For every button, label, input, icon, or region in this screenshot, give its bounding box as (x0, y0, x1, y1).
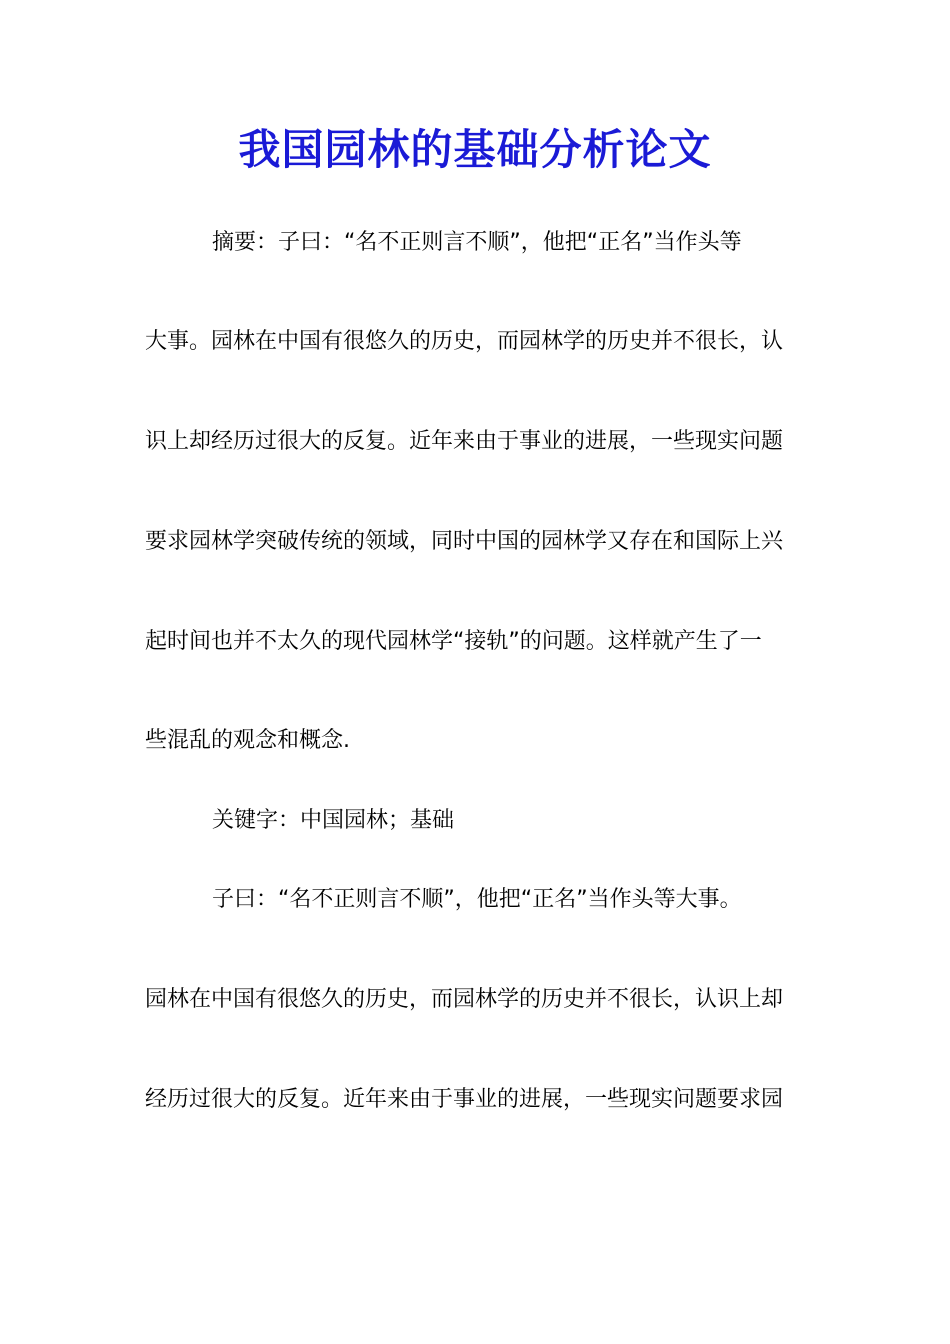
body-line: 子曰：“名不正则言不顺”，他把“正名”当作头等大事。 (212, 887, 742, 912)
body-line: 园林在中国有很悠久的历史，而园林学的历史并不很长，认识上却 (145, 987, 784, 1012)
abstract-line: 大事。园林在中国有很悠久的历史，而园林学的历史并不很长，认 (145, 329, 784, 354)
document-title: 我国园林的基础分析论文 (238, 125, 712, 174)
keywords-line: 关键字：中国园林；基础 (212, 808, 455, 833)
abstract-line: 些混乱的观念和概念. (145, 728, 350, 753)
abstract-line: 要求园林学突破传统的领域，同时中国的园林学又存在和国际上兴 (145, 529, 784, 554)
abstract-line: 识上却经历过很大的反复。近年来由于事业的进展，一些现实问题 (145, 429, 784, 454)
abstract-line: 起时间也并不太久的现代园林学“接轨”的问题。这样就产生了一 (145, 629, 762, 654)
abstract-line: 摘要：子曰：“名不正则言不顺”，他把“正名”当作头等 (212, 230, 742, 255)
body-line: 经历过很大的反复。近年来由于事业的进展，一些现实问题要求园 (145, 1087, 784, 1112)
